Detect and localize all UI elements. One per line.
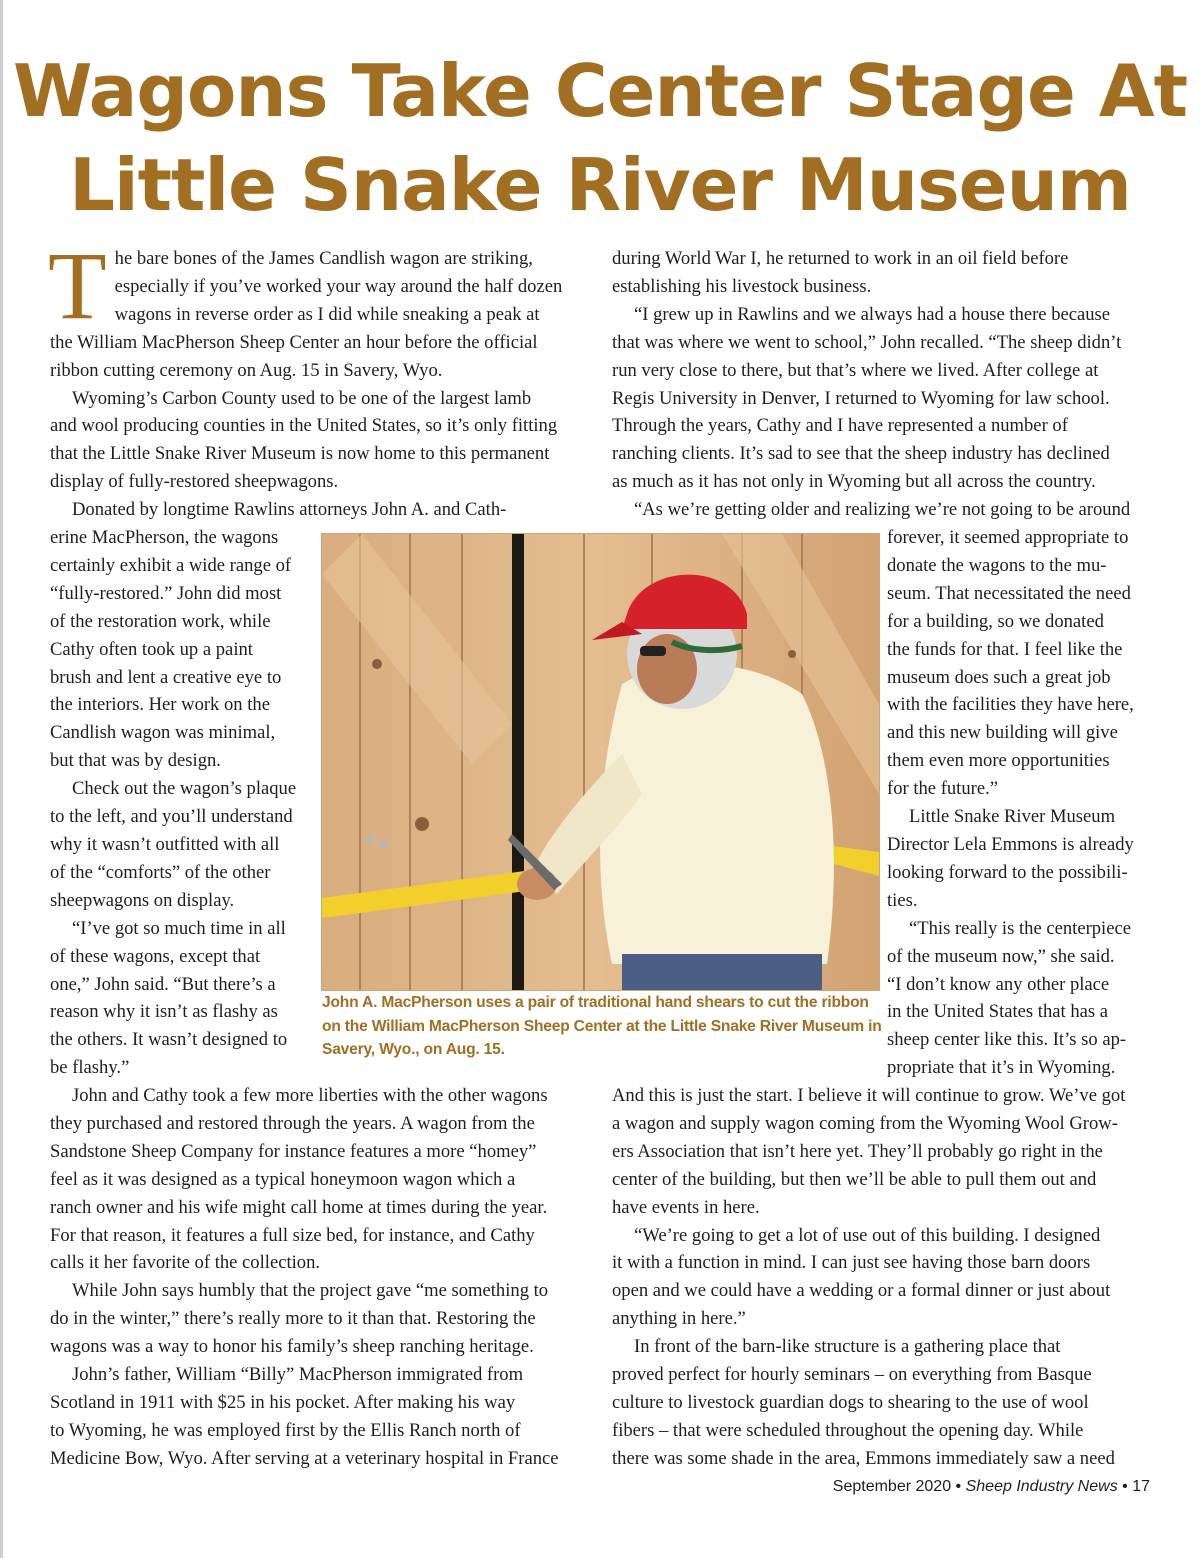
caption-line: Savery, Wyo., on Aug. 15.	[322, 1041, 505, 1058]
text-line: that was where we went to school,” John recalled. “The sheep didn’t	[612, 331, 1122, 353]
paragraph	[887, 915, 1150, 1082]
text-line: as much as it has not only in Wyoming but all across the country.	[612, 471, 1096, 493]
text-line: certainly exhibit a wide range of	[50, 554, 292, 576]
text-line: the funds for that. I feel like the	[887, 638, 1123, 660]
text-line: center of the building, but then we’ll be able to pull them out and	[612, 1168, 1097, 1190]
text-line: Director Lela Emmons is already	[887, 833, 1134, 855]
paragraph	[612, 496, 1150, 524]
text-line: In front of the barn-like structure is a gathering place that	[634, 1336, 1061, 1358]
text-line: Candlish wagon was minimal,	[50, 722, 276, 744]
text-line: Wyoming’s Carbon County used to be one of the largest lamb	[72, 387, 532, 409]
footer-separator: •	[1122, 1478, 1128, 1495]
text-line: museum does such a great job	[887, 666, 1111, 688]
text-line: anything in here.”	[612, 1308, 746, 1330]
text-line: Little Snake River Museum	[909, 806, 1116, 828]
column-2-bottom	[612, 1082, 1150, 1473]
text-line: it with a function in mind. I can just see having those barn doors	[612, 1252, 1091, 1274]
text-line: “I don’t know any other place	[887, 973, 1110, 995]
paragraph	[50, 775, 312, 915]
text-line: “We’re going to get a lot of use out of this building. I designed	[634, 1224, 1101, 1246]
text-line: Sandstone Sheep Company for instance features a more “homey”	[50, 1140, 537, 1162]
text-line: ranch owner and his wife might call home at times during the year.	[50, 1196, 548, 1218]
paragraph	[612, 301, 1150, 496]
text-line: “This really is the centerpiece	[909, 917, 1131, 939]
text-line: propriate that it’s in Wyoming.	[887, 1057, 1116, 1079]
text-line: the William MacPherson Sheep Center an hour before the official	[50, 331, 538, 353]
text-line: display of fully-restored sheepwagons.	[50, 471, 339, 493]
text-line: ranching clients. It’s sad to see that the sheep industry has declined	[612, 443, 1110, 465]
text-line: be flashy.”	[50, 1057, 130, 1079]
text-line: Donated by longtime Rawlins attorneys John A. and Cath-	[72, 499, 507, 521]
text-line: “I’ve got so much time in all	[72, 917, 286, 939]
text-line: And this is just the start. I believe it will continue to grow. We’ve got	[612, 1085, 1126, 1106]
text-line: proved perfect for hourly seminars – on everything from Basque	[612, 1364, 1092, 1386]
text-line: to the left, and you’ll understand	[50, 806, 293, 828]
page-number: 17	[1132, 1478, 1150, 1495]
photo-illustration	[322, 534, 879, 990]
text-line: the interiors. Her work on the	[50, 694, 270, 716]
text-line: especially if you’ve worked your way around the half dozen	[114, 275, 563, 297]
paragraph	[50, 496, 590, 524]
paragraph	[50, 524, 312, 775]
text-line: wagons in reverse order as I did while sneaking a peak at	[114, 303, 540, 325]
text-line: but that was by design.	[50, 750, 221, 772]
text-line: calls it her favorite of the collection.	[50, 1252, 321, 1274]
text-line: donate the wagons to the mu-	[887, 554, 1107, 576]
text-line: sheep center like this. It’s so ap-	[887, 1029, 1127, 1051]
drop-cap: T	[48, 232, 107, 339]
text-line: sheepwagons on display.	[50, 889, 235, 911]
text-line: for a building, so we donated	[887, 610, 1104, 632]
text-line: “I grew up in Rawlins and we always had a house there because	[634, 303, 1111, 325]
issue-date: September 2020	[832, 1478, 952, 1495]
text-line: ties.	[887, 889, 918, 911]
paragraph	[887, 524, 1150, 803]
text-line: reason why it isn’t as flashy as	[50, 1001, 278, 1023]
text-line: John’s father, William “Billy” MacPherson immigrated from	[72, 1364, 524, 1386]
paragraph	[612, 1082, 1150, 1222]
paragraph	[48, 232, 590, 385]
paragraph	[50, 385, 590, 497]
text-line: Medicine Bow, Wyo. After serving at a veterinary hospital in France	[50, 1447, 559, 1469]
text-line: Through the years, Cathy and I have represented a number of	[612, 415, 1068, 437]
magazine-name: Sheep Industry News	[965, 1478, 1118, 1495]
text-line: establishing his livestock business.	[612, 275, 872, 297]
text-line: ribbon cutting ceremony on Aug. 15 in Savery, Wyo.	[50, 359, 443, 381]
article-title	[0, 44, 1200, 232]
text-line: why it wasn’t outfitted with all	[50, 833, 280, 855]
photo-caption	[322, 991, 882, 1062]
text-line: Cathy often took up a paint	[50, 638, 253, 660]
column-1-wrap	[50, 524, 312, 1082]
text-line: in the United States that has a	[887, 1001, 1109, 1023]
title-line-2: Little Snake River Museum	[69, 143, 1131, 227]
paragraph	[50, 1082, 590, 1277]
text-line: feel as it was designed as a typical honeymoon wagon which a	[50, 1168, 516, 1190]
paragraph	[612, 1333, 1150, 1473]
ribbon-cutting-photo	[321, 533, 880, 991]
text-line: that the Little Snake River Museum is now home to this permanent	[50, 443, 550, 465]
footer-separator: •	[955, 1478, 962, 1495]
text-line: seum. That necessitated the need	[887, 582, 1131, 604]
caption-line: on the William MacPherson Sheep Center at the Little Snake River Museum in	[322, 1017, 882, 1035]
title-line-1: Wagons Take Center Stage At	[12, 49, 1188, 133]
column-2-wrap	[887, 524, 1150, 1082]
text-line: ers Association that isn’t here yet. They’ll probably go right in the	[612, 1140, 1103, 1162]
text-line: culture to livestock guardian dogs to shearing to the use of wool	[612, 1391, 1089, 1413]
text-line: of the “comforts” of the other	[50, 861, 271, 883]
page-footer	[833, 1478, 1150, 1496]
paragraph	[887, 803, 1150, 915]
paragraph	[612, 1222, 1150, 1334]
text-line: Scotland in 1911 with $25 in his pocket. After making his way	[50, 1391, 516, 1413]
paragraph	[50, 1361, 590, 1473]
text-line: they purchased and restored through the years. A wagon from the	[50, 1112, 535, 1134]
text-line: erine MacPherson, the wagons	[50, 527, 279, 548]
text-line: Regis University in Denver, I returned to Wyoming for law school.	[612, 387, 1110, 409]
text-line: open and we could have a wedding or a formal dinner or just about	[612, 1280, 1111, 1302]
text-line: of these wagons, except that	[50, 945, 261, 967]
text-line: For that reason, it features a full size bed, for instance, and Cathy	[50, 1224, 535, 1246]
text-line: them even more opportunities	[887, 750, 1110, 772]
text-line: forever, it seemed appropriate to	[887, 527, 1129, 548]
text-line: While John says humbly that the project gave “me something to	[72, 1280, 549, 1302]
text-line: he bare bones of the James Candlish wagon are striking,	[114, 248, 533, 269]
text-line: of the museum now,” she said.	[887, 945, 1115, 967]
paragraph	[612, 245, 1150, 301]
text-line: for the future.”	[887, 778, 998, 800]
text-line: and wool producing counties in the United States, so it’s only fitting	[50, 415, 558, 437]
paragraph	[50, 915, 312, 1082]
text-line: Check out the wagon’s plaque	[72, 778, 297, 800]
paragraph	[50, 1277, 590, 1361]
text-line: looking forward to the possibili-	[887, 861, 1128, 883]
text-line: during World War I, he returned to work in an oil field before	[612, 248, 1069, 269]
text-line: wagons was a way to honor his family’s sheep ranching heritage.	[50, 1336, 534, 1358]
text-line: run very close to there, but that’s where we lived. After college at	[612, 359, 1099, 381]
column-2-top	[612, 245, 1150, 524]
text-line: the others. It wasn’t designed to	[50, 1029, 288, 1051]
text-line: “As we’re getting older and realizing we’re not going to be around	[634, 499, 1131, 521]
text-line: of the restoration work, while	[50, 610, 271, 632]
text-line: to Wyoming, he was employed first by the Ellis Ranch north of	[50, 1419, 521, 1441]
text-line: “fully-restored.” John did most	[50, 582, 282, 604]
column-1-bottom	[50, 1082, 590, 1473]
text-line: and this new building will give	[887, 722, 1118, 744]
text-line: brush and lent a creative eye to	[50, 666, 282, 688]
text-line: do in the winter,” there’s really more to it than that. Restoring the	[50, 1308, 536, 1330]
text-line: have events in here.	[612, 1196, 760, 1218]
text-line: one,” John said. “But there’s a	[50, 973, 276, 995]
text-line: John and Cathy took a few more liberties with the other wagons	[72, 1085, 548, 1106]
caption-line: John A. MacPherson uses a pair of traditional hand shears to cut the ribbon	[322, 994, 869, 1011]
page-gutter-edge	[0, 0, 3, 1558]
text-line: with the facilities they have here,	[887, 694, 1134, 716]
text-line: a wagon and supply wagon coming from the Wyoming Wool Grow-	[612, 1112, 1118, 1134]
text-line: there was some shade in the area, Emmons immediately saw a need	[612, 1447, 1115, 1469]
column-1-top	[48, 232, 590, 524]
text-line: fibers – that were scheduled throughout the opening day. While	[612, 1419, 1084, 1441]
